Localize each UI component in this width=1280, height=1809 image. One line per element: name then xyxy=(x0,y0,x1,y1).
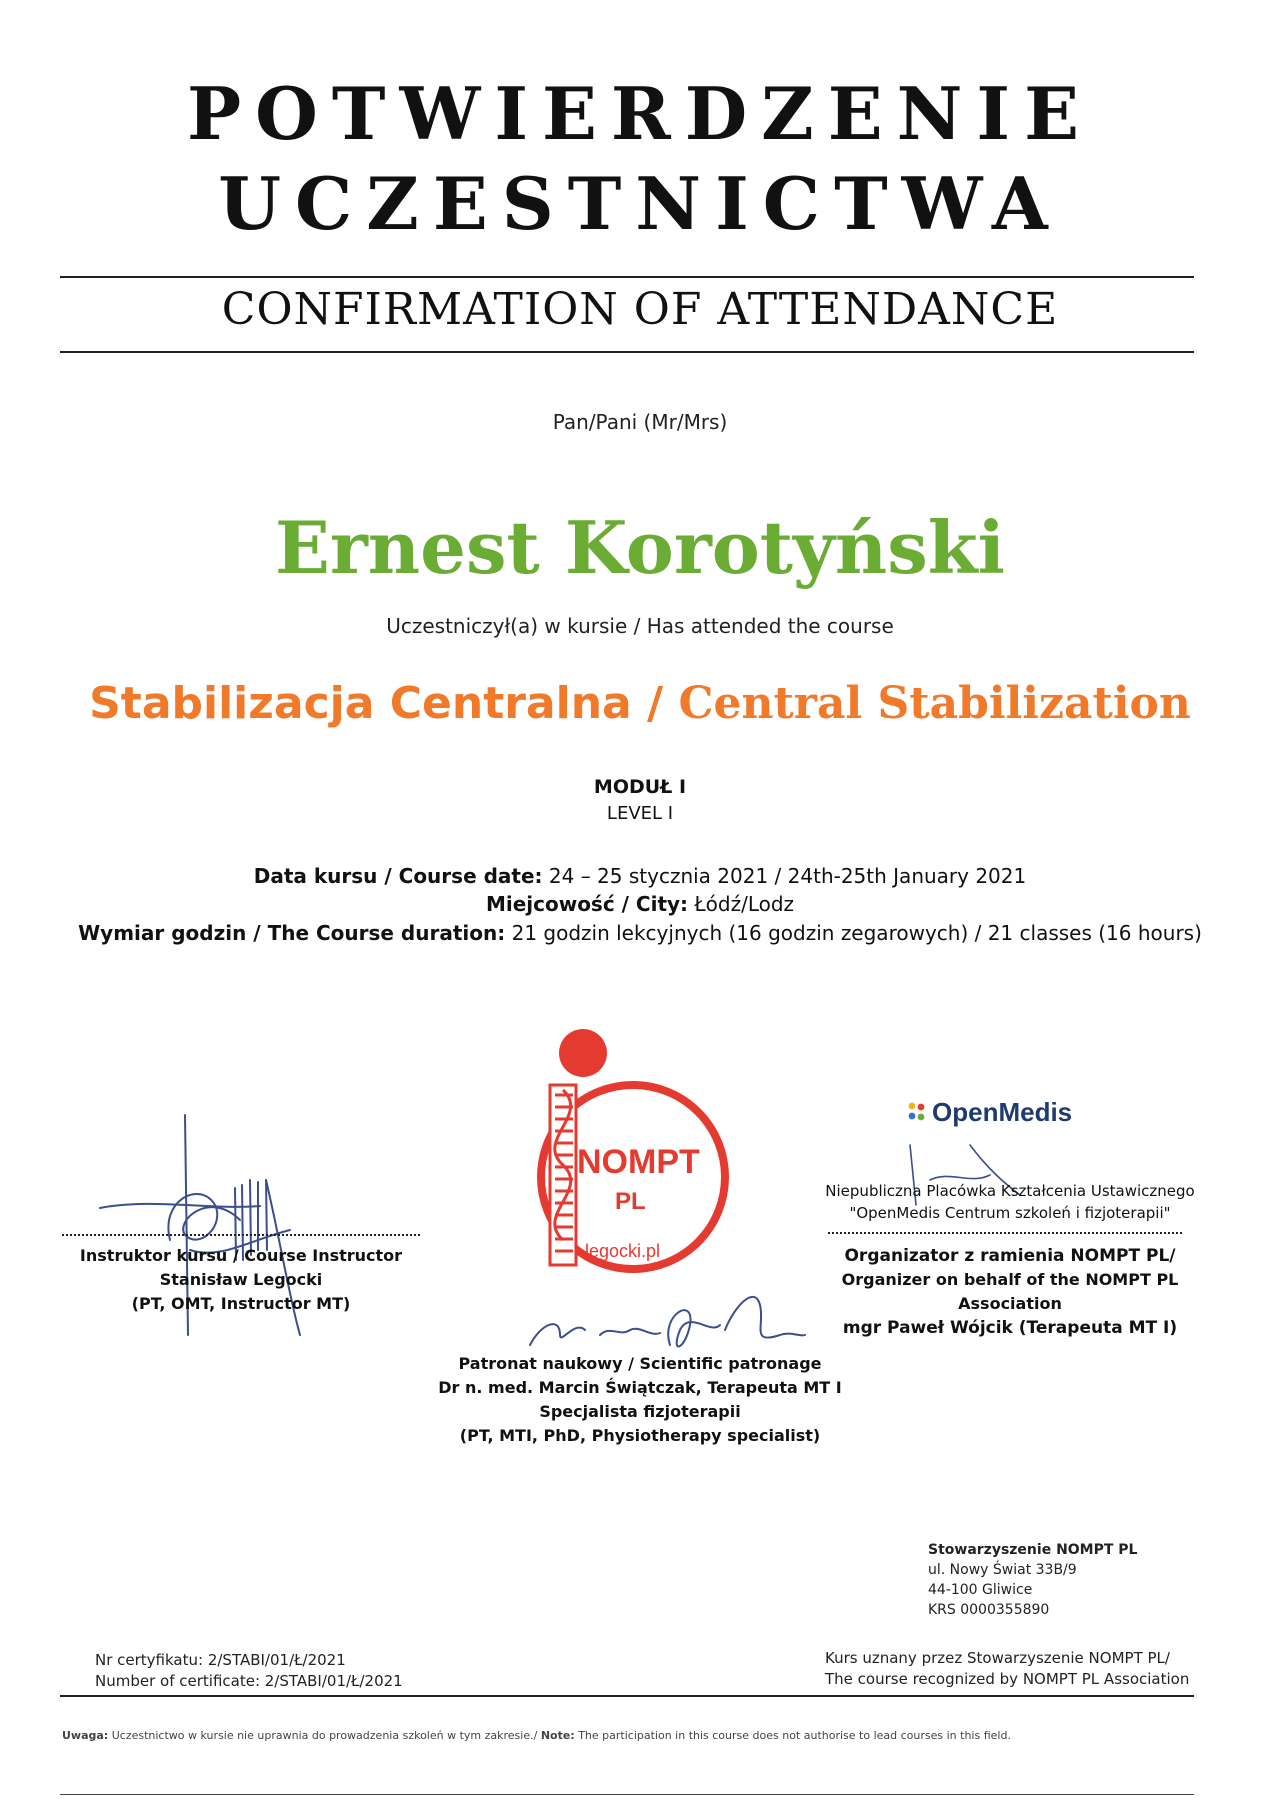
course-duration-value: 21 godzin lekcyjnych (16 godzin zegarowych) / 21 classes (16 hours) xyxy=(511,921,1202,945)
association-krs: KRS 0000355890 xyxy=(928,1602,1050,1618)
instructor-name: Stanisław Legocki xyxy=(159,1270,323,1289)
patronage-credentials: (PT, MTI, PhD, Physiotherapy specialist) xyxy=(459,1426,821,1445)
course-name-pl: Stabilizacja Centralna / xyxy=(89,678,664,729)
openmedis-line-1: Niepubliczna Placówka Kształcenia Ustawicznego xyxy=(825,1182,1195,1200)
organizer-line-2: Organizer on behalf of the NOMPT PL xyxy=(841,1270,1179,1289)
top-divider xyxy=(60,276,1194,278)
organizer-name: mgr Paweł Wójcik (Terapeuta MT I) xyxy=(842,1318,1178,1338)
organizer-line-1: Organizator z ramienia NOMPT PL/ xyxy=(844,1246,1176,1266)
certificate-number xyxy=(95,1650,403,1692)
course-city xyxy=(0,892,1280,916)
certificate-number-en: Number of certificate: 2/STABI/01/Ł/2021 xyxy=(95,1672,403,1690)
openmedis-line-2: "OpenMedis Centrum szkoleń i fizjoterapii" xyxy=(849,1204,1171,1222)
title-line-2: UCZESTNICTWA xyxy=(218,161,1062,246)
course-name-en: Central Stabilization xyxy=(678,678,1191,729)
instructor-title: Instruktor kursu / Course Instructor xyxy=(79,1246,403,1265)
note-label-en: Note: xyxy=(540,1729,575,1742)
nompt-logo-pl: PL xyxy=(615,1188,646,1215)
bottom-edge-line xyxy=(60,1794,1194,1795)
subtitle: CONFIRMATION OF ATTENDANCE xyxy=(221,284,1059,335)
nompt-logo-text: NOMPT xyxy=(577,1143,700,1181)
course-date-value: 24 – 25 stycznia 2021 / 24th-25th January 2021 xyxy=(548,864,1027,888)
course-date-label: Data kursu / Course date: xyxy=(253,864,543,888)
course-date xyxy=(0,864,1280,888)
association-city: 44-100 Gliwice xyxy=(928,1582,1033,1598)
openmedis-dots-icon xyxy=(906,1100,930,1124)
course-title xyxy=(0,678,1280,729)
openmedis-block xyxy=(820,1180,1200,1224)
module: MODUŁ I xyxy=(593,776,687,798)
instructor-credentials: (PT, OMT, Instructor MT) xyxy=(131,1294,351,1313)
level: LEVEL I xyxy=(606,803,674,824)
instructor-block xyxy=(62,1244,420,1316)
recognition-en: The course recognized by NOMPT PL Association xyxy=(825,1670,1190,1688)
nompt-logo xyxy=(515,1025,735,1295)
nompt-logo-url: legocki.pl xyxy=(585,1241,661,1261)
title-line-1: POTWIERDZENIE xyxy=(187,71,1093,156)
subtitle-divider xyxy=(60,351,1194,353)
certificate-number-pl: Nr certyfikatu: 2/STABI/01/Ł/2021 xyxy=(95,1651,346,1669)
patronage-block xyxy=(395,1352,885,1448)
patronage-name: Dr n. med. Marcin Świątczak, Terapeuta MT I xyxy=(438,1378,842,1397)
association-street: ul. Nowy Świat 33B/9 xyxy=(928,1562,1077,1578)
recognition xyxy=(825,1648,1189,1690)
footer-note xyxy=(62,1729,1222,1742)
course-city-label: Miejcowość / City: xyxy=(485,892,689,916)
note-text-en: The participation in this course does not authorise to lead courses in this field. xyxy=(578,1729,1011,1742)
note-text-pl: Uczestnictwo w kursie nie uprawnia do prowadzenia szkoleń w tym zakresie./ xyxy=(111,1729,538,1742)
organizer-line-3: Association xyxy=(958,1294,1062,1313)
course-duration xyxy=(0,921,1280,945)
footer-divider xyxy=(60,1695,1194,1697)
course-city-value: Łódź/Lodz xyxy=(694,892,795,916)
note-label-pl: Uwaga: xyxy=(62,1729,109,1742)
openmedis-logo-text: OpenMedis xyxy=(932,1096,1073,1127)
association-address xyxy=(928,1540,1137,1620)
participant-name: Ernest Korotyński xyxy=(274,505,1006,590)
patronage-specialist: Specjalista fizjoterapii xyxy=(539,1402,741,1421)
recognition-pl: Kurs uznany przez Stowarzyszenie NOMPT PL/ xyxy=(825,1649,1170,1667)
attended-text: Uczestniczył(a) w kursie / Has attended the course xyxy=(386,614,894,638)
course-duration-label: Wymiar godzin / The Course duration: xyxy=(78,921,506,945)
organizer-block xyxy=(800,1244,1220,1340)
patronage-title: Patronat naukowy / Scientific patronage xyxy=(458,1354,822,1373)
association-name: Stowarzyszenie NOMPT PL xyxy=(928,1542,1138,1558)
instructor-signature-line xyxy=(62,1234,420,1236)
openmedis-logo xyxy=(906,1095,1072,1129)
organizer-signature-line xyxy=(828,1232,1182,1234)
salutation: Pan/Pani (Mr/Mrs) xyxy=(552,410,728,434)
